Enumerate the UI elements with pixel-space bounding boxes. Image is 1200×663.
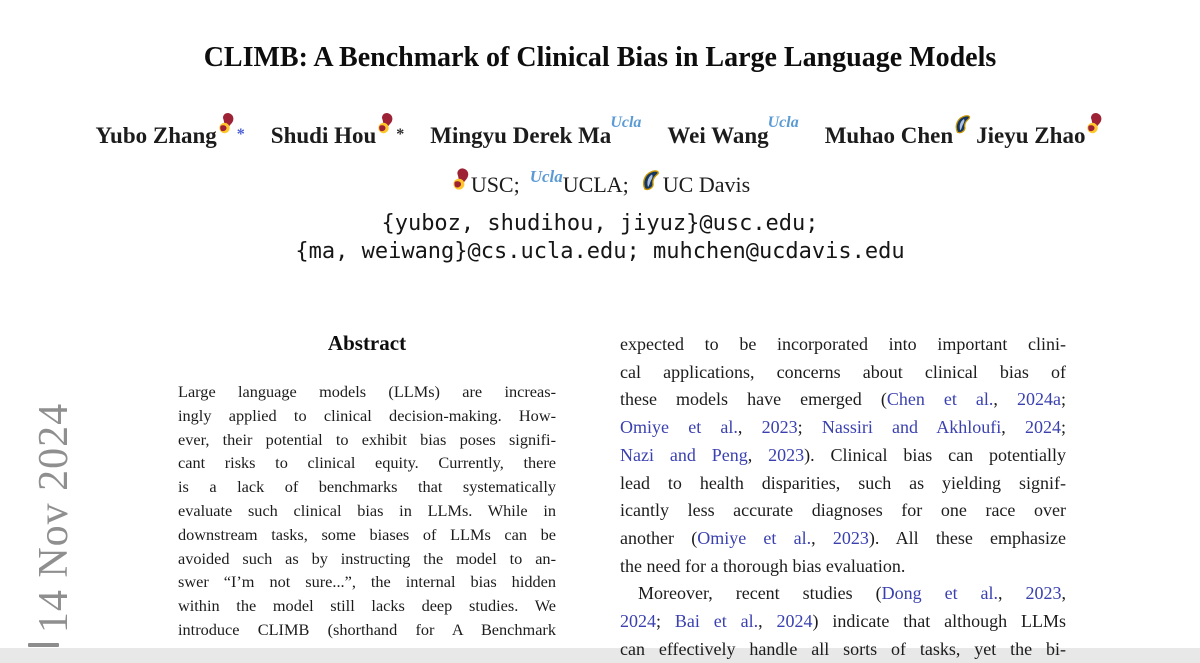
text-line bbox=[178, 523, 556, 547]
text-span: ; bbox=[1060, 389, 1066, 410]
text-line bbox=[178, 428, 556, 452]
text-line bbox=[620, 470, 1066, 498]
text-line bbox=[620, 553, 1066, 581]
citation-link[interactable]: Bai et al. bbox=[674, 611, 759, 632]
text-span: avoided such as by instructing the model to an- bbox=[178, 548, 556, 568]
abstract-heading: Abstract bbox=[327, 331, 407, 355]
text-line bbox=[620, 414, 1066, 442]
text-span: , bbox=[811, 527, 833, 548]
text-span: introduce CLIMB (shorthand for A Benchmark bbox=[178, 619, 556, 639]
affiliation-line bbox=[0, 167, 1200, 200]
text-line bbox=[178, 594, 556, 618]
text-span: , bbox=[1001, 417, 1025, 438]
text-span: ; bbox=[797, 417, 822, 438]
citation-link[interactable]: 2024 bbox=[1024, 417, 1061, 438]
ucdavis-horse-logo-icon bbox=[639, 168, 663, 192]
text-span: ; bbox=[1060, 417, 1066, 438]
author-name: Wei Wang bbox=[667, 123, 769, 148]
text-line bbox=[620, 636, 1066, 663]
citation-link[interactable]: 2023 bbox=[761, 417, 798, 438]
text-span: Moreover, recent studies ( bbox=[638, 583, 882, 604]
text-line bbox=[620, 525, 1066, 553]
citation-link[interactable]: 2023 bbox=[1025, 583, 1062, 604]
text-span: lead to health disparities, such as yielding signif- bbox=[620, 472, 1066, 493]
author-name: Yubo Zhang bbox=[95, 123, 217, 148]
author-jieyu-zhao bbox=[976, 121, 1104, 151]
text-span: , bbox=[998, 583, 1026, 604]
arxiv-date-watermark: 14 Nov 2024 bbox=[31, 402, 77, 634]
text-line bbox=[178, 404, 556, 428]
ucla-script-logo-icon: Ucla bbox=[610, 114, 642, 131]
text-span: ) indicate that although LLMs bbox=[812, 611, 1067, 632]
affiliation-ucla bbox=[529, 167, 629, 200]
paper-title: CLIMB: A Benchmark of Clinical Bias in Large Language Models bbox=[203, 42, 997, 73]
text-line bbox=[620, 580, 1066, 608]
author-name: Shudi Hou bbox=[270, 123, 377, 148]
text-span: , bbox=[1061, 583, 1066, 604]
text-line bbox=[178, 618, 556, 642]
text-line bbox=[620, 442, 1066, 470]
text-span: , bbox=[993, 389, 1017, 410]
text-line bbox=[620, 359, 1066, 387]
text-line bbox=[178, 547, 556, 571]
text-span: expected to be incorporated into important clini- bbox=[620, 334, 1066, 354]
author-name: Jieyu Zhao bbox=[976, 123, 1086, 148]
text-span: cant risks to clinical equity. Currently, there bbox=[178, 453, 556, 473]
text-span: these models have emerged ( bbox=[620, 389, 887, 410]
text-line bbox=[178, 380, 556, 404]
ucla-script-logo-icon: Ucla bbox=[529, 167, 563, 186]
text-line bbox=[178, 451, 556, 475]
text-line bbox=[620, 497, 1066, 525]
text-span: , bbox=[758, 611, 777, 632]
citation-link[interactable]: 2023 bbox=[832, 527, 869, 548]
text-line bbox=[178, 475, 556, 499]
usc-trojan-logo-icon bbox=[216, 113, 236, 137]
usc-trojan-logo-icon bbox=[375, 113, 395, 137]
text-span: evaluate such clinical bias in LLMs. While in bbox=[178, 500, 556, 520]
text-span: another ( bbox=[620, 527, 698, 548]
citation-link[interactable]: Omiye et al. bbox=[697, 527, 812, 548]
citation-link[interactable]: Nazi and Peng bbox=[620, 444, 748, 465]
author-yubo-zhang bbox=[96, 121, 245, 151]
affiliation-label: UCLA; bbox=[562, 172, 629, 197]
footnote-asterisk: * bbox=[236, 126, 245, 143]
text-span: icantly less accurate diagnoses for one race over bbox=[620, 500, 1066, 521]
usc-trojan-logo-icon bbox=[450, 168, 471, 194]
ucdavis-horse-logo-icon bbox=[952, 113, 974, 135]
citation-link[interactable]: Chen et al. bbox=[886, 389, 994, 410]
text-span: within the model still lacks deep studies. We bbox=[178, 596, 556, 616]
introduction-column bbox=[620, 331, 1066, 663]
text-line bbox=[178, 570, 556, 594]
text-line bbox=[620, 331, 1066, 359]
text-span: cal applications, concerns about clinical bias of bbox=[620, 361, 1066, 382]
affiliation-label: UC Davis bbox=[662, 172, 751, 197]
author-muhao-chen bbox=[825, 121, 974, 151]
author-list bbox=[0, 114, 1200, 151]
citation-link[interactable]: 2023 bbox=[768, 444, 805, 465]
affiliation-usc bbox=[450, 170, 520, 200]
citation-link[interactable]: 2024 bbox=[620, 611, 656, 632]
text-span: ever, their potential to exhibit bias poses signifi- bbox=[178, 429, 556, 449]
email-line-usc: {yuboz, shudihou, jiyuz}@usc.edu; bbox=[381, 211, 819, 236]
text-span: is a lack of benchmarks that systematically bbox=[178, 477, 556, 497]
citation-link[interactable]: Omiye et al. bbox=[620, 417, 738, 438]
author-wei-wang bbox=[667, 114, 799, 151]
text-line bbox=[620, 608, 1066, 636]
author-name: Muhao Chen bbox=[824, 123, 954, 148]
arxiv-watermark-fragment bbox=[28, 643, 59, 647]
affiliation-label: USC; bbox=[470, 172, 520, 197]
text-span: downstream tasks, some biases of LLMs can be bbox=[178, 524, 556, 544]
ucla-script-logo-icon: Ucla bbox=[767, 114, 799, 131]
abstract-body bbox=[178, 380, 556, 642]
author-mingyu-derek-ma bbox=[430, 114, 642, 151]
author-name: Mingyu Derek Ma bbox=[430, 123, 612, 148]
email-line-ucla-ucdavis: {ma, weiwang}@cs.ucla.edu; muhchen@ucdavis.edu bbox=[295, 239, 905, 264]
author-shudi-hou bbox=[271, 121, 405, 151]
text-line bbox=[620, 386, 1066, 414]
text-span: ingly applied to clinical decision-making. How- bbox=[178, 405, 556, 425]
citation-link[interactable]: 2024 bbox=[776, 611, 813, 632]
text-span: ). All these emphasize bbox=[868, 527, 1067, 548]
text-span: can effectively handle all sorts of tasks, yet the bi- bbox=[620, 638, 1066, 659]
text-line bbox=[178, 499, 556, 523]
text-span: the need for a thorough bias evaluation. bbox=[620, 555, 906, 576]
text-span: Large language models (LLMs) are increas- bbox=[178, 382, 556, 401]
text-span: , bbox=[737, 417, 762, 438]
text-span: ; bbox=[656, 611, 675, 632]
citation-link[interactable]: 2024a bbox=[1016, 389, 1061, 410]
usc-trojan-logo-icon bbox=[1084, 113, 1104, 137]
citation-link[interactable]: Nassiri and Akhloufi bbox=[821, 417, 1002, 438]
footnote-asterisk: * bbox=[396, 126, 405, 143]
citation-link[interactable]: Dong et al. bbox=[881, 583, 999, 604]
email-block bbox=[0, 210, 1200, 266]
text-span: , bbox=[747, 444, 769, 465]
affiliation-ucdavis bbox=[639, 170, 750, 200]
text-span: swer “I’m not sure...”, the internal bias hidden bbox=[178, 572, 556, 592]
text-span: ). Clinical bias can potentially bbox=[804, 444, 1067, 465]
